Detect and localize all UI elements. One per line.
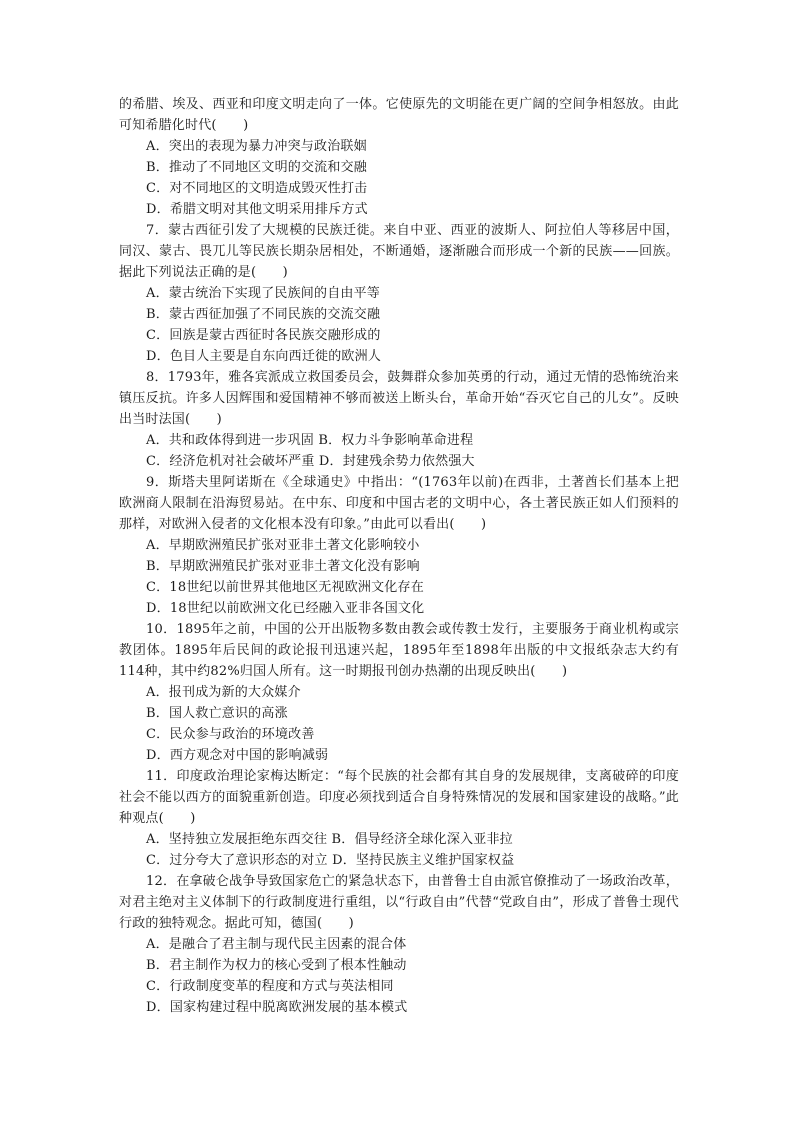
question-7 xyxy=(119,220,679,367)
option-d: D．色目人主要是自东向西迁徙的欧洲人 xyxy=(146,349,382,364)
option-b: B．早期欧洲殖民扩张对亚非土著文化没有影响 xyxy=(146,559,420,574)
option-d: D．国家构建过程中脱离欧洲发展的基本模式 xyxy=(146,1000,408,1015)
question-stem: 10．1895年之前，中国的公开出版物多数由教会或传教士发行，主要服务于商业机构或宗教团体。1895年后民间的政论报刊迅速兴起，1895年至1898年出版的中文报纸杂志大约有114种，其中约82%归国人所有。这一时期报刊创办热潮的出现反映出( ) xyxy=(119,622,679,679)
option-b: B．推动了不同地区文明的交流和交融 xyxy=(146,160,367,175)
option-d: D．西方观念对中国的影响减弱 xyxy=(146,748,329,763)
question-stem: 7．蒙古西征引发了大规模的民族迁徙。来自中亚、西亚的波斯人、阿拉伯人等移居中国，同汉、蒙古、畏兀儿等民族长期杂居相处，不断通婚，逐渐融合而形成一个新的民族——回族。据此下列说法正确的是( ) xyxy=(119,223,679,280)
option-a: A．报刊成为新的大众媒介 xyxy=(146,685,301,700)
option-b: B．蒙古西征加强了不同民族的交流交融 xyxy=(146,307,381,322)
question-9 xyxy=(119,472,679,619)
option-c: C．对不同地区的文明造成毁灭性打击 xyxy=(146,181,368,196)
option-a: A．突出的表现为暴力冲突与政治联姻 xyxy=(146,139,367,154)
question-6-continued xyxy=(119,94,679,220)
question-stem: 11．印度政治理论家梅达断定：“每个民族的社会都有其自身的发展规律，支离破碎的印度社会不能以西方的面貌重新创造。印度必须找到适合自身特殊情况的发展和国家建设的战略。”此种观点( ) xyxy=(119,769,679,826)
option-c: C．回族是蒙古西征时各民族交融形成的 xyxy=(146,328,381,343)
option-d: D．18世纪以前欧洲文化已经融入亚非各国文化 xyxy=(146,601,425,616)
option-b: B．国人救亡意识的高涨 xyxy=(146,706,288,721)
question-stem: 12．在拿破仑战争导致国家危亡的紧急状态下，由普鲁士自由派官僚推动了一场政治改革，对君主绝对主义体制下的行政制度进行重组，以“行政自由”代替“党政自由”，形成了普鲁士现代行政的独特观念。据此可知，德国( ) xyxy=(119,874,679,931)
option-c: C．行政制度变革的程度和方式与英法相同 xyxy=(146,979,394,994)
option-b: B．君主制作为权力的核心受到了根本性触动 xyxy=(146,958,407,973)
option-a: A．早期欧洲殖民扩张对亚非土著文化影响较小 xyxy=(146,538,420,553)
question-10 xyxy=(119,619,679,766)
option-c: C．18世纪以前世界其他地区无视欧洲文化存在 xyxy=(146,580,424,595)
option-a: A．是融合了君主制与现代民主因素的混合体 xyxy=(146,937,407,952)
question-8 xyxy=(119,367,679,472)
option-d: D．希腊文明对其他文明采用排斥方式 xyxy=(146,202,368,217)
question-stem: 8．1793年，雅各宾派成立救国委员会，鼓舞群众参加英勇的行动，通过无情的恐怖统治来镇压反抗。许多人因辉围和爱国精神不够而被送上断头台，革命开始“吞灭它自己的儿女”。反映出当时法国( ) xyxy=(119,370,679,427)
option-a: A．蒙古统治下实现了民族间的自由平等 xyxy=(146,286,380,301)
question-stem: 的希腊、埃及、西亚和印度文明走向了一体。它使原先的文明能在更广阔的空间争相怒放。由此可知希腊化时代( ) xyxy=(119,97,679,133)
question-12 xyxy=(119,871,679,1018)
exam-page xyxy=(119,94,679,1018)
question-11 xyxy=(119,766,679,871)
option-a-b: A．坚持独立发展拒绝东西交往 B．倡导经济全球化深入亚非拉 xyxy=(146,832,513,847)
question-stem: 9．斯塔夫里阿诺斯在《全球通史》中指出：“(1763年以前)在西非，土著酋长们基本上把欧洲商人限制在沿海贸易站。在中东、印度和中国古老的文明中心，各土著民族正如人们预料的那样，对欧洲入侵者的文化根本没有印象。”由此可以看出( ) xyxy=(119,475,679,532)
option-a-b: A．共和政体得到进一步巩固 B．权力斗争影响革命进程 xyxy=(146,433,474,448)
option-c-d: C．经济危机对社会破坏严重 D．封建残余势力依然强大 xyxy=(146,454,475,469)
option-c: C．民众参与政治的环境改善 xyxy=(146,727,315,742)
option-c-d: C．过分夸大了意识形态的对立 D．坚持民族主义维护国家权益 xyxy=(146,853,515,868)
